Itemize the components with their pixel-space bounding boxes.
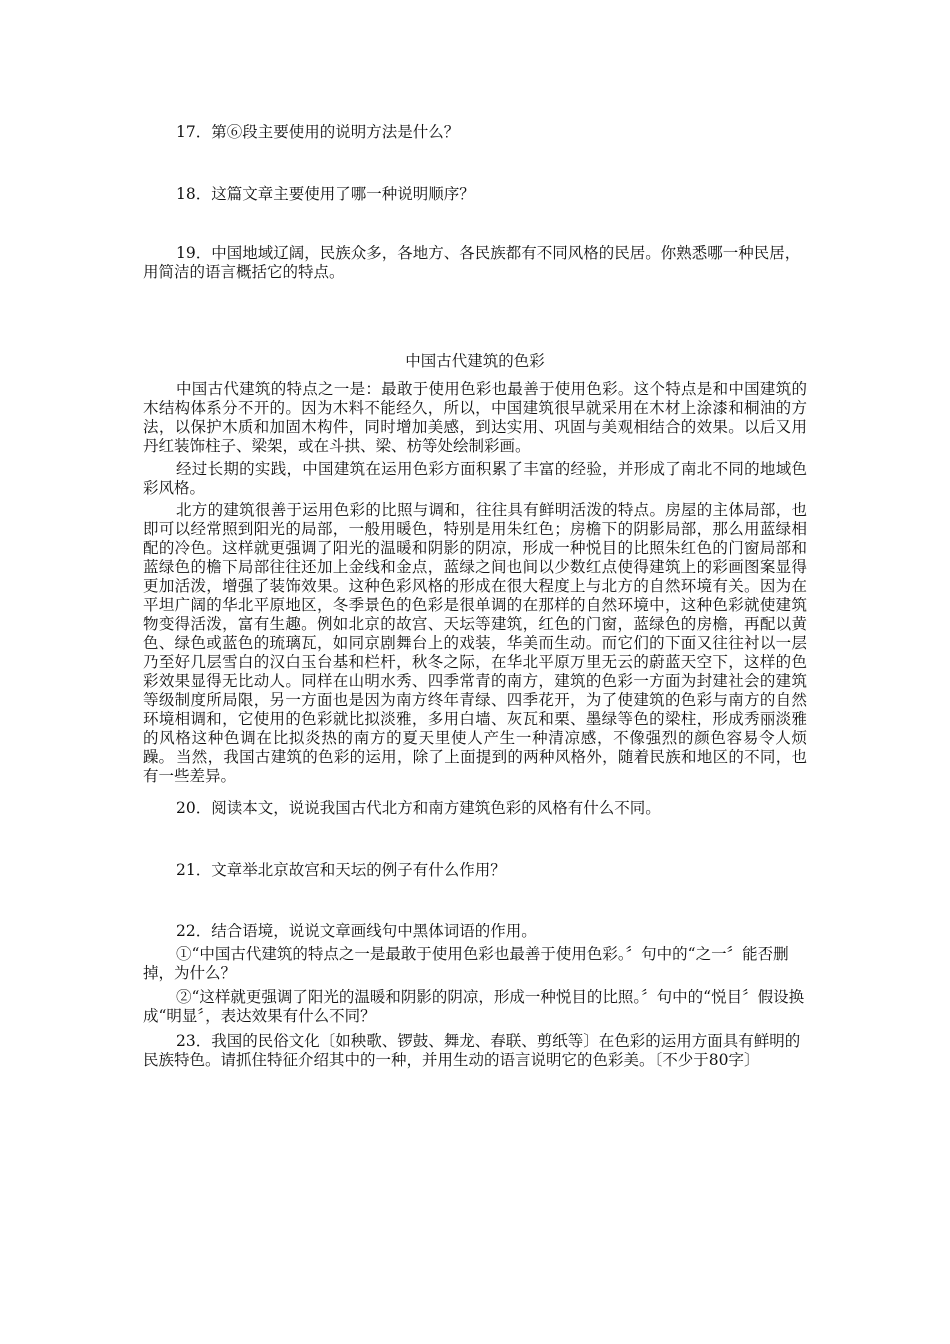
article-paragraph-1: 中国古代建筑的特点之一是：最敢于使用色彩也最善于使用色彩。这个特点是和中国建筑的木结构体系分不开的。因为木料不能经久，所以，中国建筑很早就采用在木材上涂漆和桐油的方法，以保护木质和加固木构件，同时增加美感，到达实用、巩固与美观相结合的效果。以后又用丹红装饰柱子、梁架，或在斗拱、梁、枋等处绘制彩画。 [143, 380, 807, 455]
question-17: 17．第⑥段主要使用的说明方法是什么？ [176, 123, 460, 141]
article-paragraph-2: 经过长期的实践，中国建筑在运用色彩方面积累了丰富的经验，并形成了南北不同的地域色彩风格。 [143, 460, 807, 497]
question-18: 18．这篇文章主要使用了哪一种说明顺序？ [176, 185, 475, 203]
question-22-part-1: ①“中国古代建筑的特点之一是最敢于使用色彩也最善于使用色彩。〞句中的“之一〞能否删掉，为什么？ [143, 945, 789, 982]
question-22-part-2: ②“这样就更强调了阳光的温暖和阴影的阴凉，形成一种悦目的比照。〞句中的“悦目〞假设换成“明显〞，表达效果有什么不同？ [143, 988, 805, 1025]
question-20: 20．阅读本文，说说我国古代北方和南方建筑色彩的风格有什么不同。 [176, 799, 661, 817]
question-21: 21．文章举北京故宫和天坛的例子有什么作用？ [176, 861, 506, 879]
article-paragraph-4: 当然，我国古建筑的色彩的运用，除了上面提到的两种风格外，随着民族和地区的不同，也有一些差异。 [143, 748, 807, 785]
article-paragraph-3: 北方的建筑很善于运用色彩的比照与调和，往往具有鲜明活泼的特点。房屋的主体局部，也即可以经常照到阳光的局部，一般用暖色，特别是用朱红色；房檐下的阴影局部，那么用蓝绿相配的冷色。这样就更强调了阳光的温暖和阴影的阴凉，形成一种悦目的比照朱红色的门窗局部和蓝绿色的檐下局部往往还加上金线和金点，蓝绿之间也间以少数红点使得建筑上的彩画图案显得更加活泼，增强了装饰效果。这种色彩风格的形成在很大程度上与北方的自然环境有关。因为在平坦广阔的华北平原地区，冬季景色的色彩是很单调的在那样的自然环境中，这种色彩就使建筑物变得活泼，富有生趣。例如北京的故宫、天坛等建筑，红色的门窗，蓝绿色的房檐，再配以黄色、绿色或蓝色的琉璃瓦，如同京剧舞台上的戏装，华美而生动。而它们的下面又往往衬以一层乃至好几层雪白的汉白玉台基和栏杆，秋冬之际，在华北平原万里无云的蔚蓝天空下，这样的色彩效果显得无比动人。同样在山明水秀、四季常青的南方，建筑的色彩一方面为封建社会的建筑等级制度所局限，另一方面也是因为南方终年青绿、四季花开，为了使建筑的色彩与南方的自然环境相调和，它使用的色彩就比拟淡雅，多用白墙、灰瓦和栗、墨绿等色的梁柱，形成秀丽淡雅的风格这种色调在比拟炎热的南方的夏天里使人产生一种清凉感，不像强烈的颜色容易令人烦躁。 [143, 501, 807, 766]
question-23: 23．我国的民俗文化〔如秧歌、锣鼓、舞龙、春联、剪纸等〕在色彩的运用方面具有鲜明的民族特色。请抓住特征介绍其中的一种，并用生动的语言说明它的色彩美。〔不少于80字〕 [143, 1032, 801, 1069]
question-19: 19．中国地域辽阔，民族众多，各地方、各民族都有不同风格的民居。你熟悉哪一种民居，用简洁的语言概括它的特点。 [143, 244, 801, 281]
article-title: 中国古代建筑的色彩 [405, 352, 545, 370]
question-22: 22．结合语境，说说文章画线句中黑体词语的作用。 [176, 922, 537, 940]
